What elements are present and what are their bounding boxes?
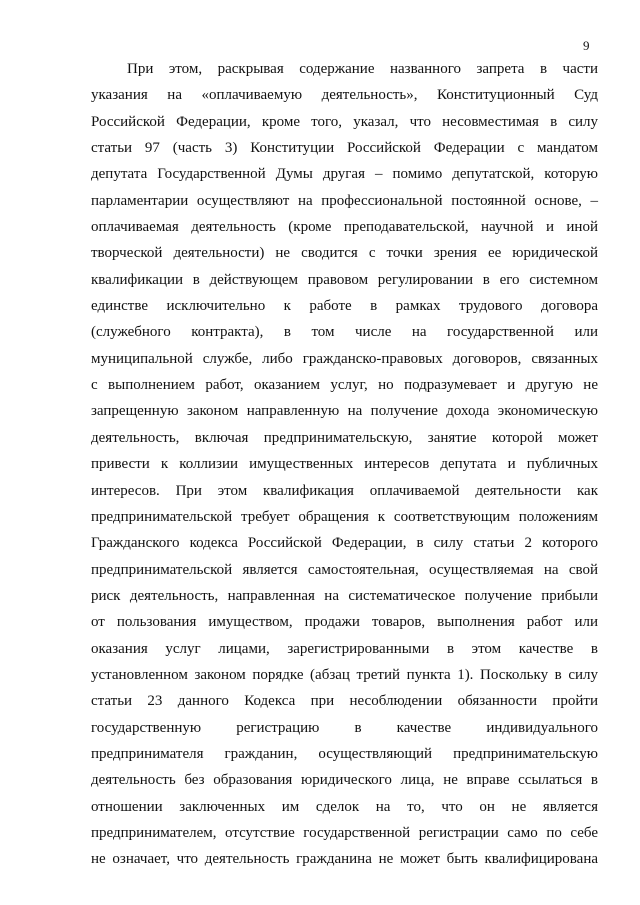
- text-line: привести к коллизии имущественных интересов депутата и публичных: [91, 456, 598, 473]
- text-line: деятельность без образования юридического лица, не вправе ссылаться в: [91, 772, 598, 789]
- text-line: риск деятельность, направленная на систематическое получение прибыли: [91, 587, 598, 604]
- text-line: не означает, что деятельность гражданина не может быть квалифицирована: [91, 851, 598, 868]
- page-number: 9: [583, 38, 590, 53]
- text-line: парламентарии осуществляют на профессиональной постоянной основе, –: [91, 192, 598, 209]
- text-line: установленном законом порядке (абзац третий пункта 1). Поскольку в силу: [91, 666, 598, 683]
- text-line: с выполнением работ, оказанием услуг, но подразумевает и другую не: [91, 377, 598, 394]
- text-line: При этом, раскрывая содержание названного запрета в части: [127, 61, 598, 77]
- text-line: государственную регистрацию в качестве индивидуального: [91, 719, 598, 736]
- body-paragraph: [91, 56, 598, 873]
- text-line: от пользования имуществом, продажи товаров, выполнения работ или: [91, 614, 598, 631]
- text-line: муниципальной службе, либо гражданско-правовых договоров, связанных: [91, 350, 598, 367]
- text-line: квалификации в действующем правовом регулировании в его системном: [91, 271, 598, 288]
- text-line: отношении заключенных им сделок на то, что он не является: [91, 798, 598, 815]
- text-line: творческой деятельности) не сводится с точки зрения ее юридической: [91, 245, 598, 262]
- text-line: оказания услуг лицами, зарегистрированными в этом качестве в: [91, 640, 598, 657]
- text-line: Гражданского кодекса Российской Федерации, в силу статьи 2 которого: [91, 535, 598, 552]
- text-line: (служебного контракта), в том числе на государственной или: [91, 324, 598, 341]
- text-line: Российской Федерации, кроме того, указал, что несовместимая в силу: [91, 113, 598, 130]
- text-line: деятельность, включая предпринимательскую, занятие которой может: [91, 429, 598, 446]
- text-line: интересов. При этом квалификация оплачиваемой деятельности как: [91, 482, 598, 499]
- text-line: предпринимательской является самостоятельная, осуществляемая на свой: [91, 561, 598, 578]
- text-line: статьи 23 данного Кодекса при несоблюдении обязанности пройти: [91, 693, 598, 710]
- text-line: депутата Государственной Думы другая – помимо депутатской, которую: [91, 166, 598, 183]
- text-line: статьи 97 (часть 3) Конституции Российской Федерации с мандатом: [91, 140, 598, 157]
- text-line: предпринимателем, отсутствие государственной регистрации само по себе: [91, 824, 598, 841]
- text-line: единстве исключительно к работе в рамках трудового договора: [91, 298, 598, 315]
- text-line: запрещенную законом направленную на получение дохода экономическую: [91, 403, 598, 420]
- text-line: оплачиваемая деятельность (кроме преподавательской, научной и иной: [91, 219, 598, 236]
- text-line: предпринимателя гражданин, осуществляющий предпринимательскую: [91, 745, 598, 762]
- text-line: предпринимательской требует обращения к соответствующим положениям: [91, 508, 598, 525]
- text-line: указания на «оплачиваемую деятельность», Конституционный Суд: [91, 87, 598, 104]
